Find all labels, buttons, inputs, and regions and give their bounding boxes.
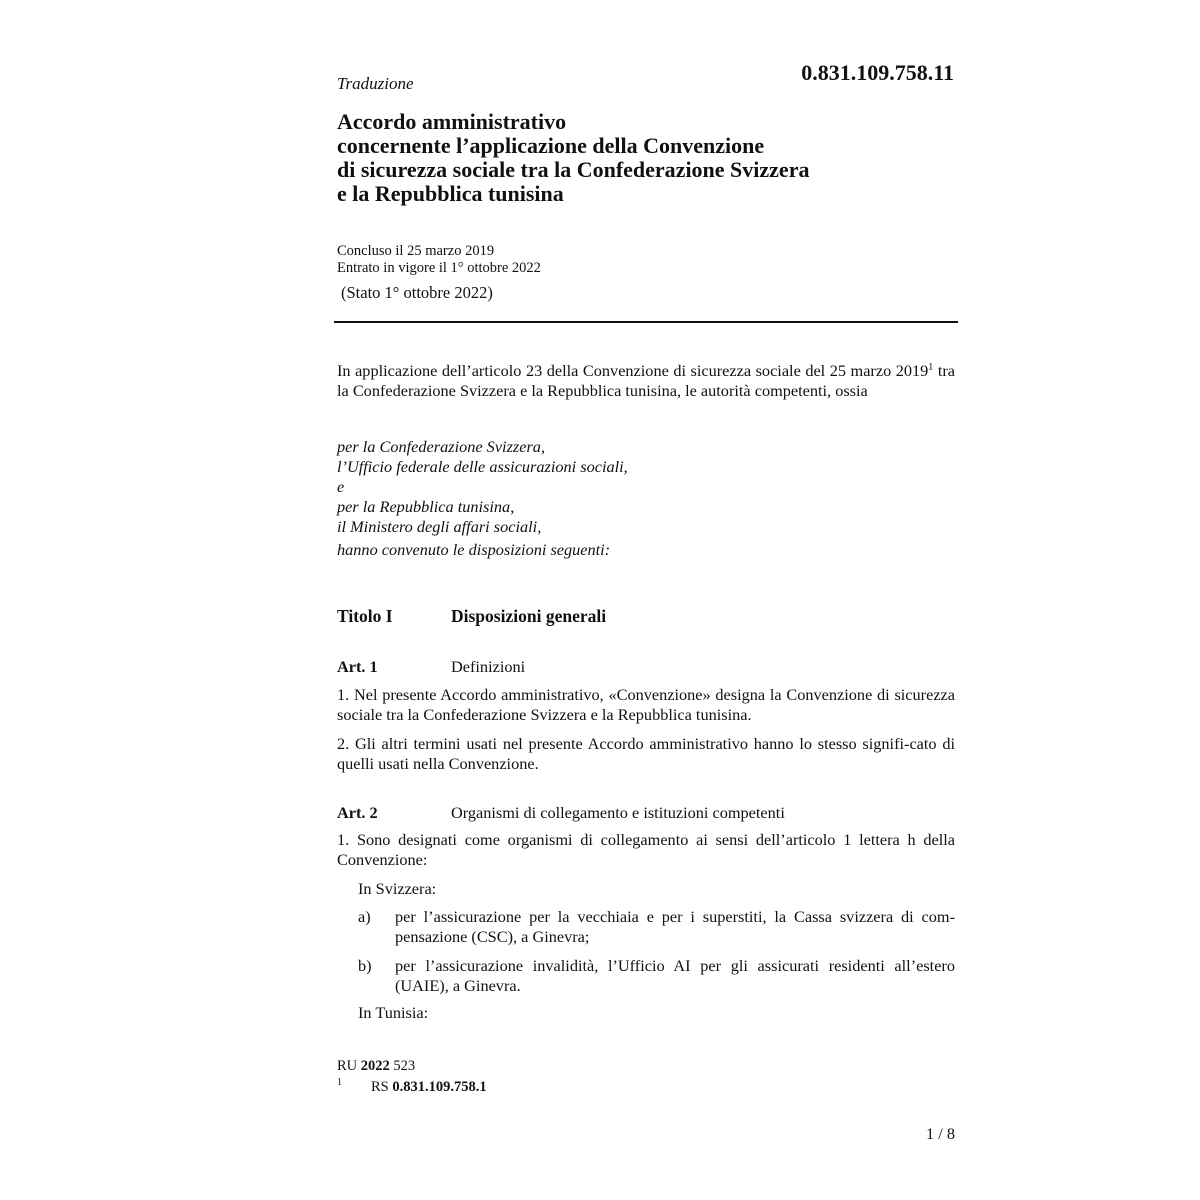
official-collection-ref xyxy=(337,1058,415,1075)
preamble-text-end: tra la Confederazione Svizzera e la Repubblica tunisina, le autorità competenti, ossia xyxy=(337,361,955,400)
parties-block xyxy=(337,437,628,560)
rs-prefix: RS xyxy=(371,1079,393,1095)
party-line: e xyxy=(337,477,345,496)
title-line: di sicurezza sociale tra la Confederazione Svizzera xyxy=(337,157,810,182)
ru-year: 2022 xyxy=(360,1058,390,1074)
article-heading: Organismi di collegamento e istituzioni competenti xyxy=(451,803,785,822)
document-title xyxy=(337,110,809,206)
rs-number[interactable]: 0.831.109.758.1 xyxy=(392,1079,487,1095)
title-line: Accordo amministrativo xyxy=(337,109,567,134)
page-number: 1 / 8 xyxy=(926,1124,955,1143)
article-heading: Definizioni xyxy=(451,657,526,676)
footnote-text xyxy=(371,1079,487,1096)
in-force-date: Entrato in vigore il 1° ottobre 2022 xyxy=(337,260,541,276)
divider-rule xyxy=(334,321,958,323)
titolo-heading: Disposizioni generali xyxy=(451,606,607,626)
ru-prefix: RU xyxy=(337,1058,361,1074)
party-line: l’Ufficio federale delle assicurazioni sociali, xyxy=(337,457,628,476)
preamble-text-start: In applicazione dell’articolo 23 della Convenzione di sicurezza sociale del 25 marzo 2019 xyxy=(337,361,929,380)
article-number: Art. 2 xyxy=(337,803,378,822)
sr-number: 0.831.109.758.11 xyxy=(801,60,954,85)
ru-page: 523 xyxy=(389,1058,416,1074)
title-line: e la Repubblica tunisina xyxy=(337,181,564,206)
article-number: Art. 1 xyxy=(337,657,378,676)
footnote-number: 1 xyxy=(337,1077,342,1088)
parties-closing: hanno convenuto le disposizioni seguenti: xyxy=(337,540,611,559)
party-line: per la Confederazione Svizzera, xyxy=(337,437,546,456)
list-item-marker: b) xyxy=(358,956,372,975)
document-label: Traduzione xyxy=(337,74,414,93)
article-paragraph: 1. Sono designati come organismi di collegamento ai sensi dell’articolo 1 lettera h della Convenzione: xyxy=(337,830,955,869)
title-line: concernente l’applicazione della Convenzione xyxy=(337,133,765,158)
country-label: In Tunisia: xyxy=(358,1003,429,1022)
party-line: per la Repubblica tunisina, xyxy=(337,497,515,516)
preamble xyxy=(337,361,955,401)
status-date: (Stato 1° ottobre 2022) xyxy=(341,283,493,302)
article-paragraph: 2. Gli altri termini usati nel presente Accordo amministrativo hanno lo stesso signifi-cato di quelli usati nella Convenzione. xyxy=(337,734,955,773)
party-line: il Ministero degli affari sociali, xyxy=(337,517,542,536)
article-paragraph: 1. Nel presente Accordo amministrativo, «Convenzione» designa la Convenzione di sicurezza sociale tra la Confederazione Svizzera e la Repubblica tunisina. xyxy=(337,685,955,724)
concluded-date: Concluso il 25 marzo 2019 xyxy=(337,243,495,259)
dates-block xyxy=(337,243,541,277)
list-item-text: per l’assicurazione per la vecchiaia e per i superstiti, la Cassa svizzera di com-pensazione (CSC), a Ginevra; xyxy=(395,907,955,946)
list-item-marker: a) xyxy=(358,907,371,926)
footnote-marker[interactable]: 1 xyxy=(928,362,934,373)
country-label: In Svizzera: xyxy=(358,879,437,898)
titolo-number: Titolo I xyxy=(337,606,393,626)
list-item-text: per l’assicurazione invalidità, l’Ufficio AI per gli assicurati residenti all’estero (UAIE), a Ginevra. xyxy=(395,956,955,995)
